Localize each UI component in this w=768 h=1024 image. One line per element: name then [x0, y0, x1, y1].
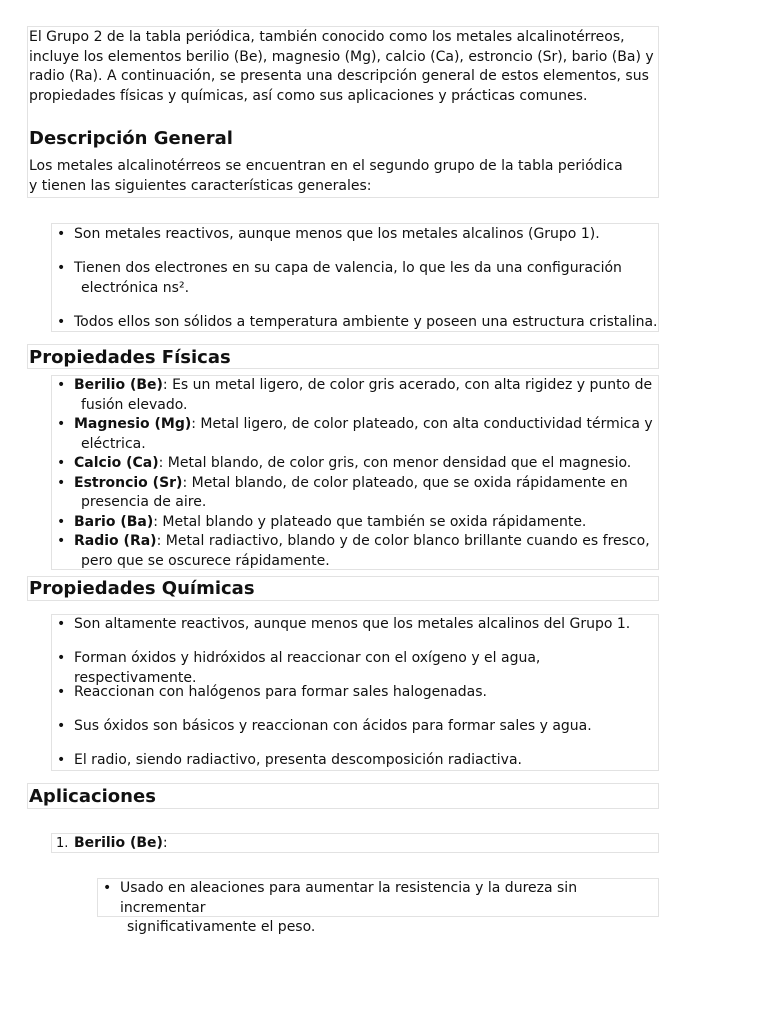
- intro-section: [27, 26, 659, 198]
- applications-list: [52, 834, 658, 854]
- chemical-list-section: [51, 614, 659, 771]
- chemical-heading-box: [27, 576, 659, 601]
- list-item: • Magnesio (Mg): Metal ligero, de color plateado, con alta conductividad térmica y eléctrica.: [57, 416, 653, 452]
- propiedades-quimicas-heading: Propiedades Químicas: [29, 578, 255, 599]
- general-list-section: [51, 223, 659, 332]
- list-item: • Son metales reactivos, aunque menos que los metales alcalinos (Grupo 1).: [57, 226, 600, 242]
- list-item: • Sus óxidos son básicos y reaccionan con ácidos para formar sales y agua.: [57, 718, 592, 734]
- list-item: • Calcio (Ca): Metal blando, de color gris, con menor densidad que el magnesio.: [57, 455, 632, 471]
- physical-list-section: [51, 375, 659, 570]
- list-item: • Son altamente reactivos, aunque menos que los metales alcalinos del Grupo 1.: [57, 616, 631, 632]
- list-item: • Todos ellos son sólidos a temperatura ambiente y poseen una estructura cristalina.: [57, 314, 658, 330]
- physical-heading-box: [27, 344, 659, 369]
- aplicaciones-heading: Aplicaciones: [29, 786, 156, 807]
- list-item: • Radio (Ra): Metal radiactivo, blando y de color blanco brillante cuando es fresco, pero que se oscurece rápidamente.: [57, 533, 650, 569]
- list-item: • Tienen dos electrones en su capa de valencia, lo que les da una configuración electrónica ns².: [57, 260, 622, 296]
- list-item: 1. Berilio (Be):: [56, 835, 168, 851]
- intro-lead: Los metales alcalinotérreos se encuentran en el segundo grupo de la tabla periódica y tienen las siguientes características generales:: [29, 158, 623, 194]
- propiedades-fisicas-heading: Propiedades Físicas: [29, 347, 231, 368]
- physical-list: [52, 376, 658, 571]
- list-item: • Forman óxidos y hidróxidos al reaccionar con el oxígeno y el agua, respectivamente.: [57, 650, 541, 686]
- list-item: • El radio, siendo radiactivo, presenta descomposición radiactiva.: [57, 752, 522, 768]
- list-item: • Usado en aleaciones para aumentar la resistencia y la dureza sin incrementar significativamente el peso.: [103, 880, 578, 935]
- list-item: • Berilio (Be): Es un metal ligero, de color gris acerado, con alta rigidez y punto de fusión elevado.: [57, 377, 653, 413]
- descripcion-general-heading: Descripción General: [29, 128, 233, 150]
- applications-sublist: [98, 879, 658, 938]
- applications-heading-box: [27, 783, 659, 809]
- general-list: [52, 225, 658, 333]
- list-item: • Bario (Ba): Metal blando y plateado que también se oxida rápidamente.: [57, 513, 587, 530]
- applications-sublist-section: [97, 878, 659, 935]
- list-item: • Estroncio (Sr): Metal blando, de color plateado, que se oxida rápidamente en presencia de aire.: [57, 474, 628, 510]
- intro-paragraph: El Grupo 2 de la tabla periódica, también conocido como los metales alcalinotérreos, incluye los elementos berilio (Be), magnesio (Mg), calcio (Ca), estroncio (Sr), bario (Ba) y radio (Ra). A continuación, se presenta una descripción general de estos elementos, sus propiedades físicas y químicas, así como sus aplicaciones y prácticas comunes.: [29, 29, 654, 104]
- list-item: • Reaccionan con halógenos para formar sales halogenadas.: [57, 684, 487, 700]
- chemical-list: [52, 615, 658, 771]
- applications-list-section: [51, 833, 659, 853]
